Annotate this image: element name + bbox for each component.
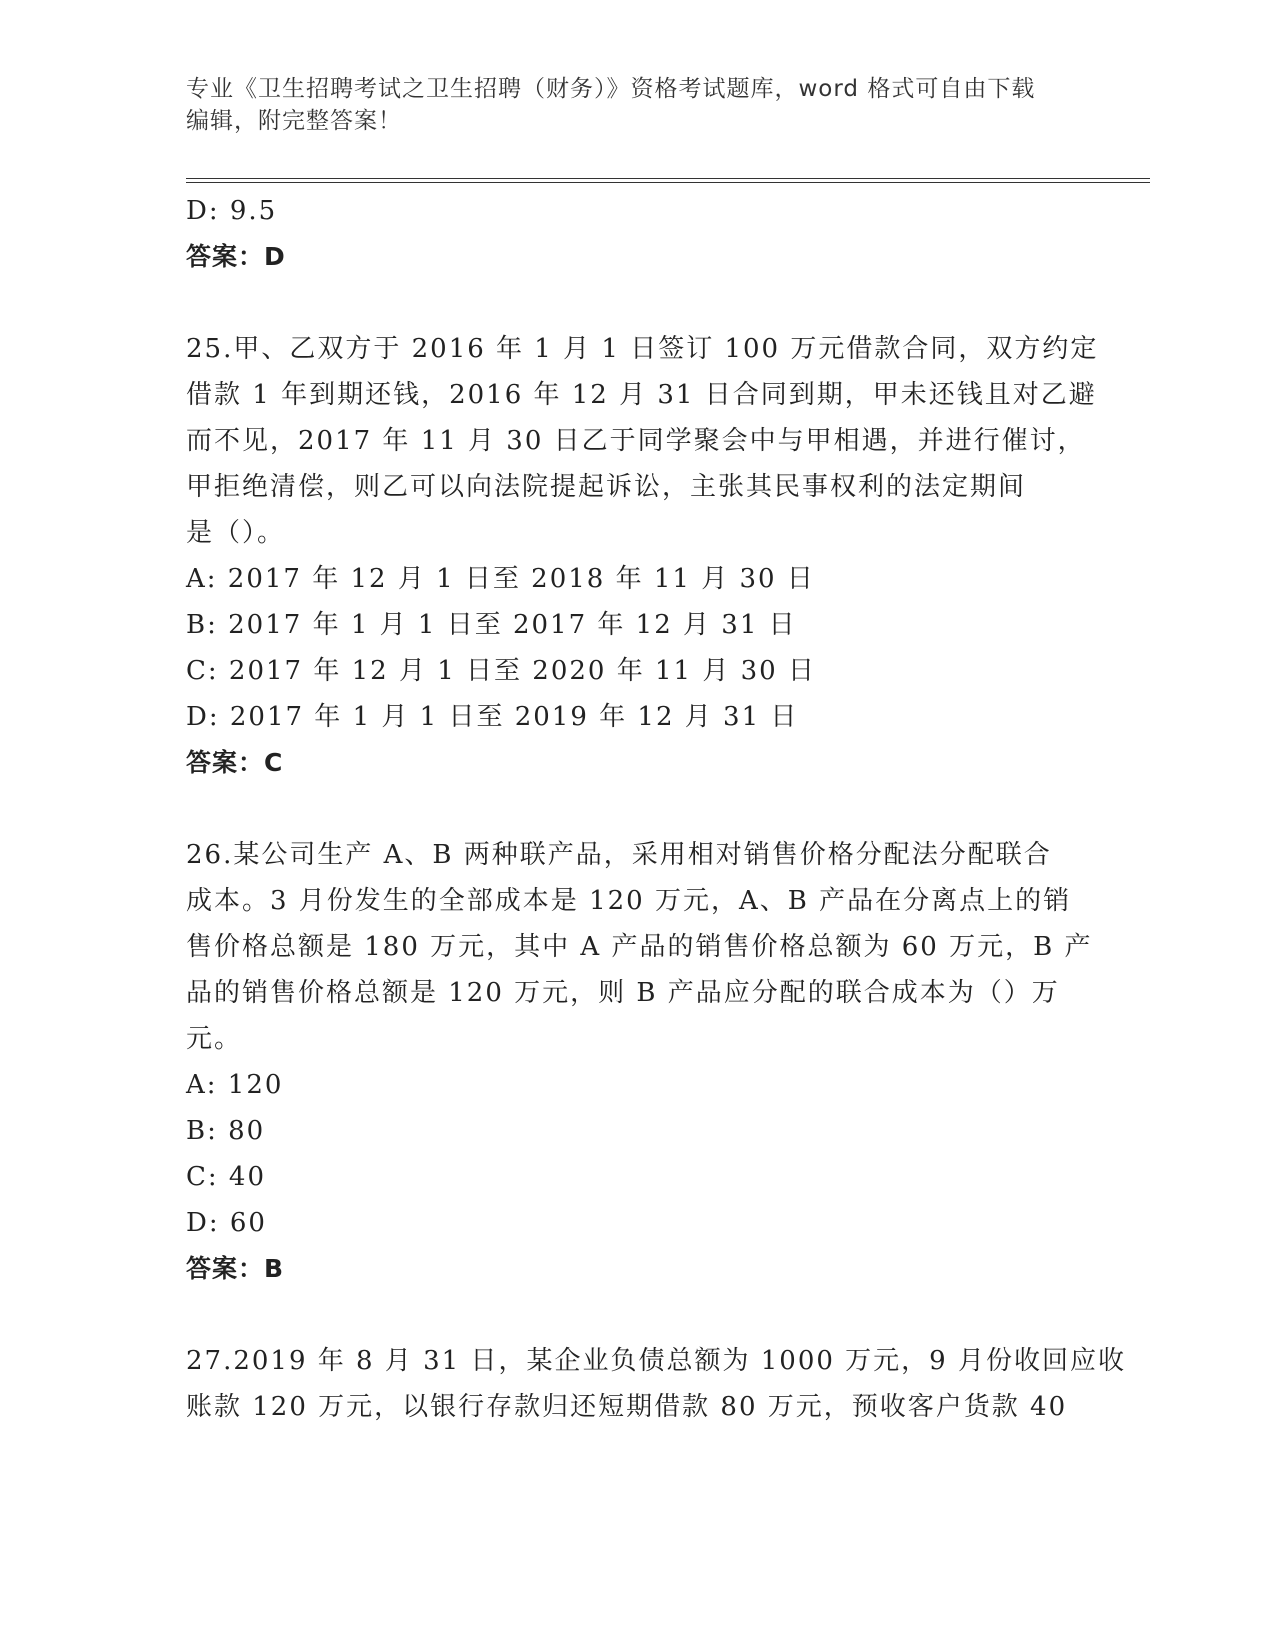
question-25-option-b: B: 2017 年 1 月 1 日至 2017 年 12 月 31 日 (186, 610, 797, 640)
page-header (186, 73, 1086, 137)
prev-option-d: D: 9.5 (186, 196, 278, 226)
question-26-line: 元。 (186, 1024, 243, 1054)
question-25-answer: 答案：C (186, 748, 284, 777)
question-27-line: 账款 120 万元，以银行存款归还短期借款 80 万元，预收客户货款 40 (186, 1392, 1068, 1422)
document-body (186, 188, 1126, 1430)
spacer (186, 280, 1086, 326)
question-27-line: 27.2019 年 8 月 31 日，某企业负债总额为 1000 万元，9 月份收回应收 (186, 1346, 1126, 1376)
question-26-option-c: C: 40 (186, 1162, 267, 1192)
question-25-line: 而不见，2017 年 11 月 30 日乙于同学聚会中与甲相遇，并进行催讨， (186, 426, 1086, 456)
question-25-line: 25.甲、乙双方于 2016 年 1 月 1 日签订 100 万元借款合同，双方约定 (186, 334, 1099, 364)
question-25-line: 借款 1 年到期还钱，2016 年 12 月 31 日合同到期，甲未还钱且对乙避 (186, 380, 1097, 410)
question-25-option-a: A: 2017 年 12 月 1 日至 2018 年 11 月 30 日 (186, 564, 815, 594)
question-25-option-d: D: 2017 年 1 月 1 日至 2019 年 12 月 31 日 (186, 702, 799, 732)
header-divider-top (186, 178, 1150, 179)
question-26-answer: 答案：B (186, 1254, 285, 1283)
spacer (186, 1292, 1086, 1338)
question-25 (186, 326, 1099, 786)
question-26 (186, 832, 1093, 1292)
question-26-line: 售价格总额是 180 万元，其中 A 产品的销售价格总额为 60 万元，B 产 (186, 932, 1093, 962)
question-26-option-b: B: 80 (186, 1116, 266, 1146)
question-25-line: 甲拒绝清偿，则乙可以向法院提起诉讼，主张其民事权利的法定期间 (186, 472, 1027, 502)
question-26-line: 成本。3 月份发生的全部成本是 120 万元，A、B 产品在分离点上的销 (186, 886, 1072, 916)
question-25-option-c: C: 2017 年 12 月 1 日至 2020 年 11 月 30 日 (186, 656, 816, 686)
spacer (186, 786, 1086, 832)
prev-answer: 答案：D (186, 242, 286, 271)
question-27 (186, 1338, 1126, 1430)
question-25-line: 是（）。 (186, 518, 286, 548)
question-26-option-a: A: 120 (186, 1070, 284, 1100)
header-line-2: 编辑，附完整答案！ (186, 108, 402, 134)
header-divider-bottom (186, 182, 1150, 183)
question-26-line: 品的销售价格总额是 120 万元，则 B 产品应分配的联合成本为（）万 (186, 978, 1060, 1008)
header-line-1: 专业《卫生招聘考试之卫生招聘（财务）》资格考试题库，word 格式可自由下载 (186, 76, 1036, 102)
question-26-option-d: D: 60 (186, 1208, 267, 1238)
question-26-line: 26.某公司生产 A、B 两种联产品，采用相对销售价格分配法分配联合 (186, 840, 1052, 870)
